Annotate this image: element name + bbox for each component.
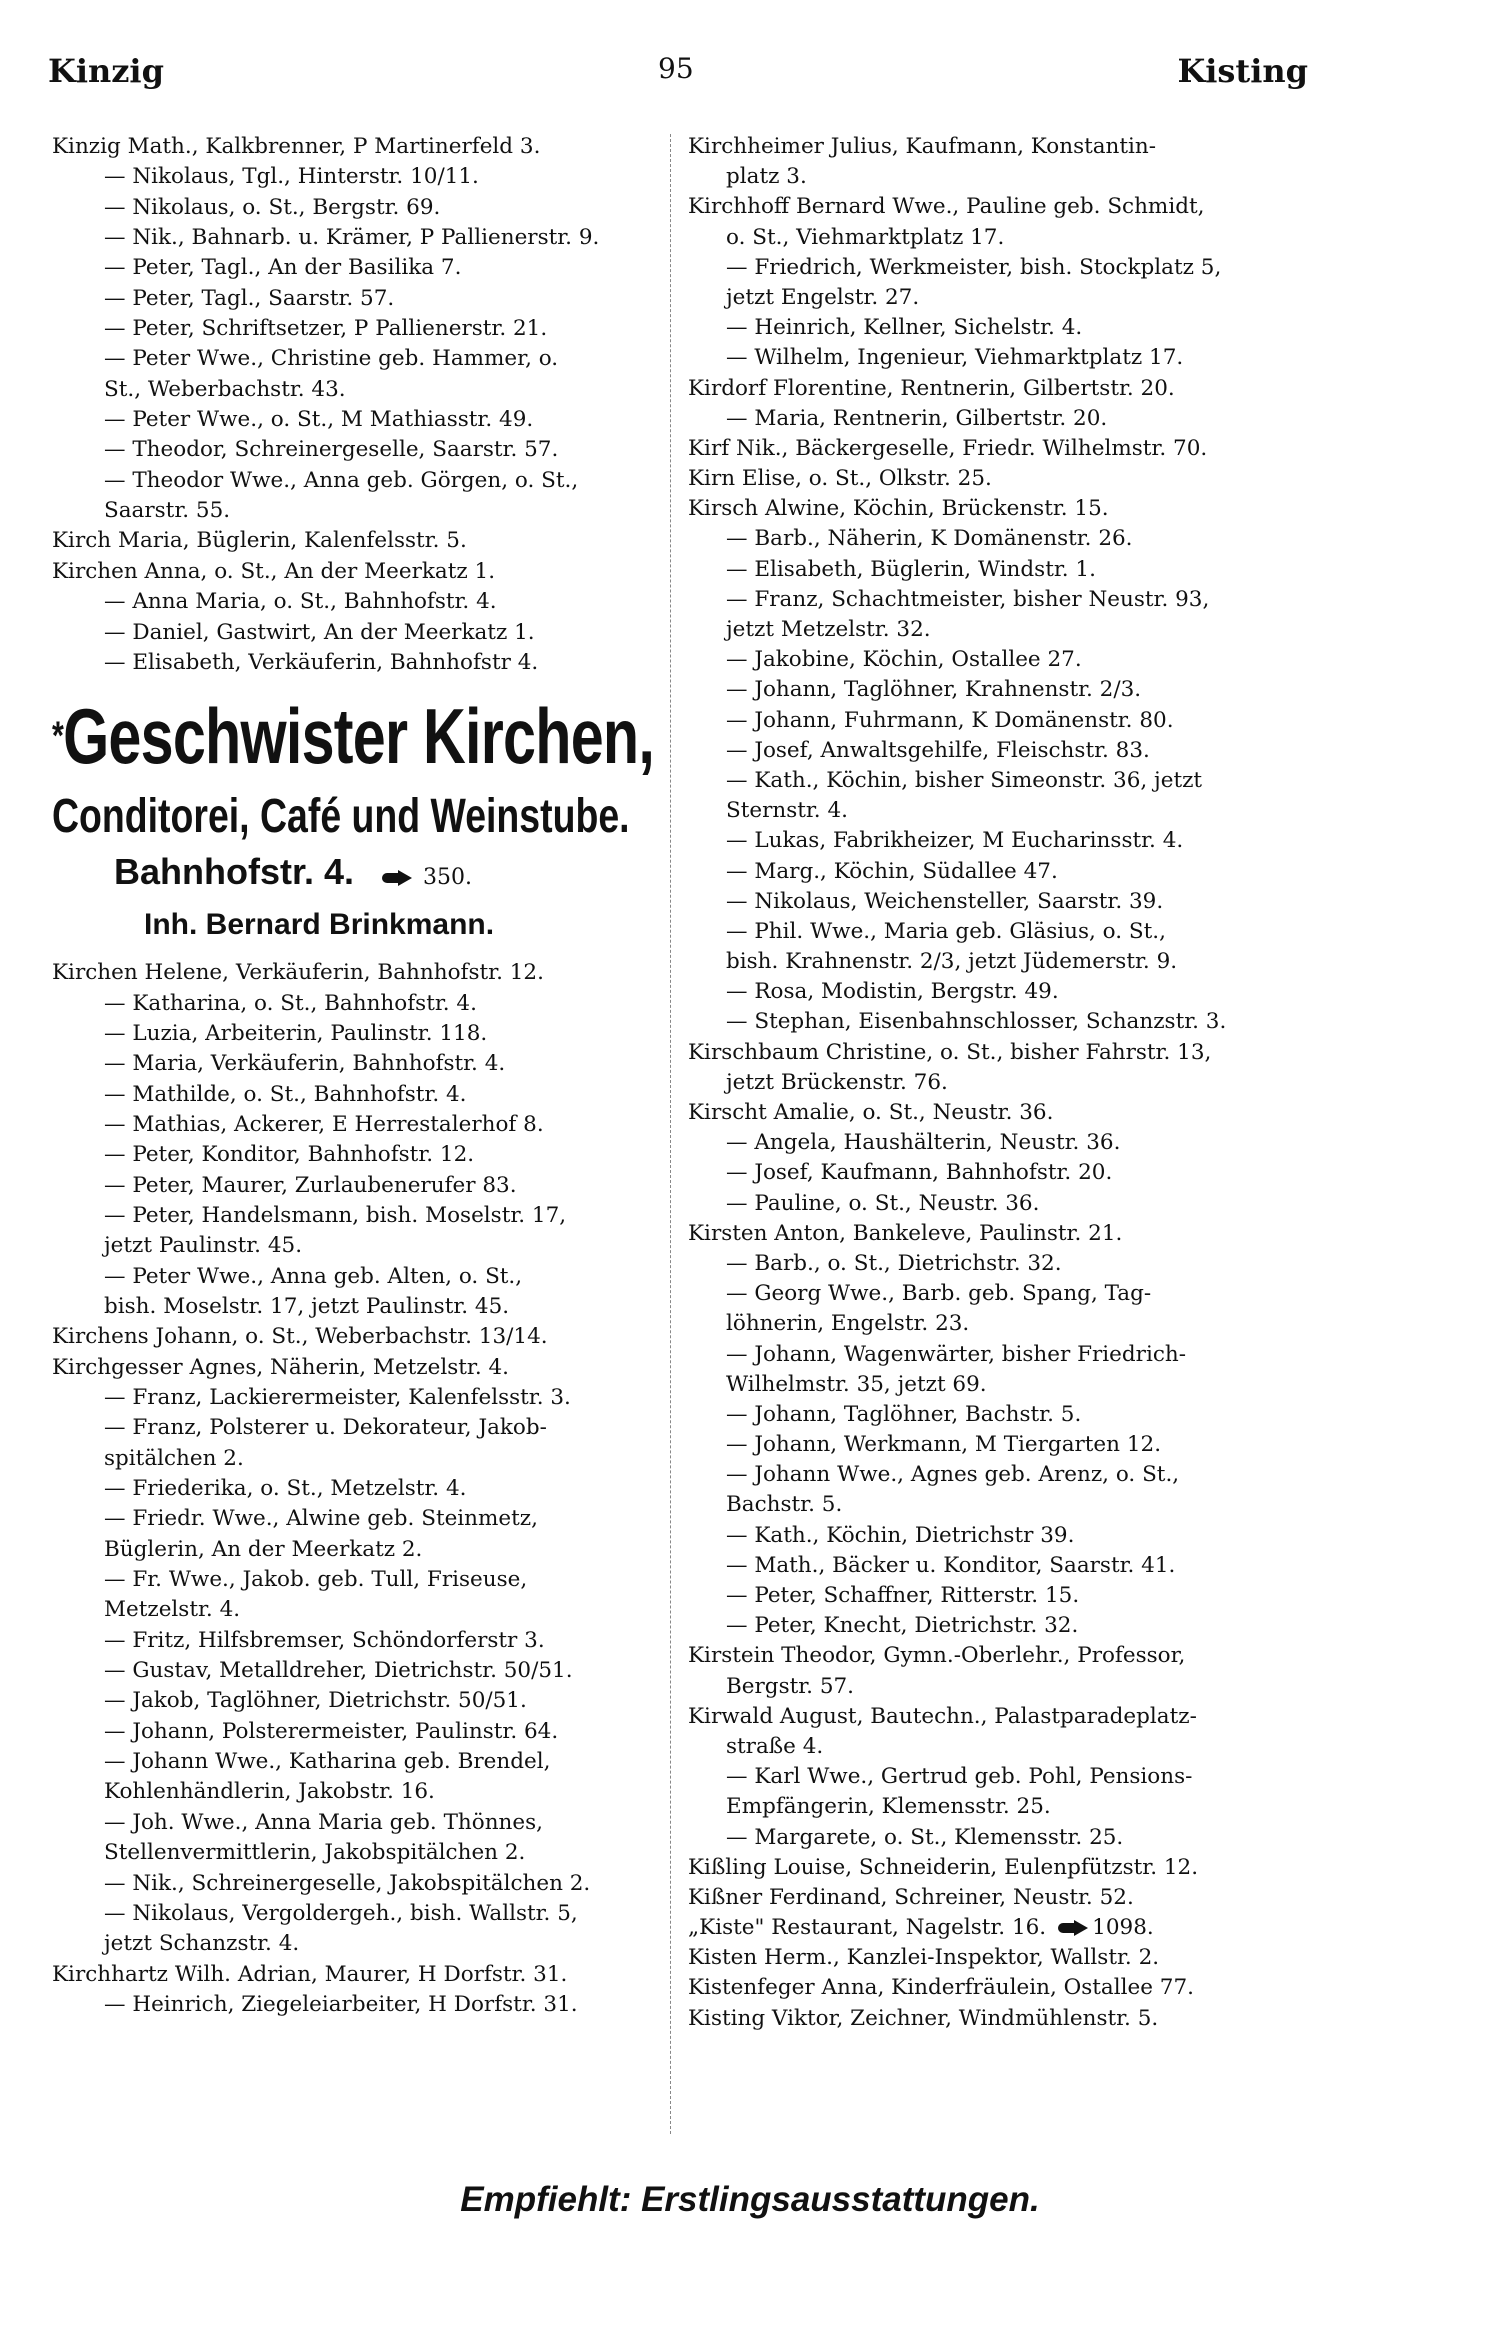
directory-entry <box>688 464 1308 494</box>
directory-entry <box>688 1913 1308 1943</box>
entry-text: Kirch Maria, Büglerin, Kalenfelsstr. 5. <box>52 528 467 554</box>
entry-text: — Elisabeth, Verkäuferin, Bahnhofstr 4. <box>104 649 539 675</box>
directory-entry <box>52 193 664 223</box>
directory-entry <box>52 1717 664 1747</box>
directory-entry <box>688 826 1308 856</box>
entry-text: Kisting Viktor, Zeichner, Windmühlenstr. 5. <box>688 2005 1159 2031</box>
directory-entry <box>688 162 1308 192</box>
directory-entry <box>52 1231 664 1261</box>
directory-entry <box>52 1201 664 1231</box>
directory-entry <box>52 284 664 314</box>
entry-text: Kirsch Alwine, Köchin, Brückenstr. 15. <box>688 496 1109 522</box>
directory-entry <box>688 1309 1308 1339</box>
directory-entry <box>52 1656 664 1686</box>
directory-entry <box>52 1262 664 1292</box>
entry-text: jetzt Metzelstr. 32. <box>726 617 931 642</box>
directory-entry <box>52 1535 664 1565</box>
directory-entry <box>688 1702 1308 1732</box>
footer-advertisement: Empfiehlt: Erstlingsausstattungen. <box>460 2180 1040 2219</box>
directory-entry <box>688 1128 1308 1158</box>
directory-entry <box>52 1777 664 1807</box>
directory-entry <box>688 977 1308 1007</box>
directory-entry <box>688 947 1308 977</box>
directory-entry <box>688 313 1308 343</box>
directory-entry <box>52 1595 664 1625</box>
directory-entry <box>688 1883 1308 1913</box>
entry-text: — Franz, Schachtmeister, bisher Neustr. 93, <box>726 586 1210 612</box>
entry-text: — Karl Wwe., Gertrud geb. Pohl, Pensions- <box>726 1764 1193 1790</box>
advertisement <box>52 686 664 948</box>
directory-entry <box>688 766 1308 796</box>
entry-text: Bergstr. 57. <box>726 1673 855 1699</box>
entry-text: — Friedr. Wwe., Alwine geb. Steinmetz, <box>104 1506 538 1532</box>
entry-text: — Angela, Haushälterin, Neustr. 36. <box>726 1130 1121 1156</box>
directory-entry <box>688 1279 1308 1309</box>
entry-text: Sternstr. 4. <box>726 798 848 824</box>
directory-entry <box>688 917 1308 947</box>
entry-text: — Johann Wwe., Agnes geb. Arenz, o. St., <box>726 1462 1180 1488</box>
directory-entry <box>688 1823 1308 1853</box>
directory-entry <box>52 587 664 617</box>
ad-address-text: Bahnhofstr. 4. <box>114 851 355 893</box>
entry-text: Stellenvermittlerin, Jakobspitälchen 2. <box>104 1840 526 1866</box>
directory-entry <box>688 1370 1308 1400</box>
entry-text: Kirchheimer Julius, Kaufmann, Konstantin- <box>688 134 1157 159</box>
entry-text: — Rosa, Modistin, Bergstr. 49. <box>726 979 1059 1005</box>
directory-entry <box>688 253 1308 283</box>
entry-text: — Heinrich, Kellner, Sichelstr. 4. <box>726 315 1083 341</box>
right-entries <box>688 132 1308 2034</box>
entry-text: Bachstr. 5. <box>726 1492 843 1518</box>
directory-entry <box>52 618 664 648</box>
entry-text: — Mathias, Ackerer, E Herrestalerhof 8. <box>104 1111 544 1137</box>
entry-text: — Johann, Taglöhner, Krahnenstr. 2/3. <box>726 677 1142 703</box>
entry-text: — Peter Wwe., Anna geb. Alten, o. St., <box>104 1263 523 1289</box>
entry-text: — Nikolaus, Vergoldergeh., bish. Wallstr. 5, <box>104 1900 578 1926</box>
directory-entry <box>688 1400 1308 1430</box>
entry-text: — Wilhelm, Ingenieur, Viehmarktplatz 17. <box>726 345 1184 371</box>
entry-text: — Theodor Wwe., Anna geb. Görgen, o. St., <box>104 467 579 493</box>
directory-entry <box>688 1007 1308 1037</box>
entry-text: Metzelstr. 4. <box>104 1597 241 1623</box>
directory-entry <box>688 494 1308 524</box>
directory-entry <box>688 1762 1308 1792</box>
entry-text: Kißner Ferdinand, Schreiner, Neustr. 52. <box>688 1884 1134 1910</box>
directory-entry <box>52 1322 664 1352</box>
entry-text: Kirschbaum Christine, o. St., bisher Fahrstr. 13, <box>688 1039 1212 1065</box>
page-header <box>48 52 1308 102</box>
directory-entry <box>52 1353 664 1383</box>
entry-text: — Daniel, Gastwirt, An der Meerkatz 1. <box>104 619 535 645</box>
directory-entry <box>52 1869 664 1899</box>
directory-entry <box>52 1565 664 1595</box>
telephone-icon <box>382 870 412 886</box>
entry-text: — Peter, Schaffner, Ritterstr. 15. <box>726 1583 1080 1608</box>
entry-text: — Johann, Taglöhner, Bachstr. 5. <box>726 1401 1082 1427</box>
entry-text: Kohlenhändlerin, Jakobstr. 16. <box>104 1779 435 1805</box>
entry-text: — Barb., Näherin, K Domänenstr. 26. <box>726 526 1133 552</box>
entry-text: — Peter, Tagl., Saarstr. 57. <box>104 285 395 311</box>
directory-entry <box>52 1292 664 1322</box>
right-column <box>688 132 1308 2034</box>
directory-entry <box>52 1626 664 1656</box>
entry-text: — Nikolaus, Tgl., Hinterstr. 10/11. <box>104 164 479 190</box>
directory-entry <box>688 555 1308 585</box>
entry-text: Kirchhartz Wilh. Adrian, Maurer, H Dorfstr. 31. <box>52 1961 568 1987</box>
entry-text: Kirchen Helene, Verkäuferin, Bahnhofstr. 12. <box>52 960 544 986</box>
entry-text: Kirchen Anna, o. St., An der Meerkatz 1. <box>52 558 496 584</box>
directory-entry <box>688 223 1308 253</box>
entry-text: — Kath., Köchin, Dietrichstr 39. <box>726 1522 1075 1548</box>
entry-text: löhnerin, Engelstr. 23. <box>726 1311 970 1337</box>
entry-text: — Katharina, o. St., Bahnhofstr. 4. <box>104 990 477 1016</box>
entry-text: Kirstein Theodor, Gymn.-Oberlehr., Professor, <box>688 1643 1186 1669</box>
directory-entry <box>688 404 1308 434</box>
directory-entry <box>52 1929 664 1959</box>
directory-entry <box>688 706 1308 736</box>
directory-entry <box>688 675 1308 705</box>
directory-entry <box>52 989 664 1019</box>
ad-title <box>52 686 666 786</box>
directory-entry <box>688 1973 1308 2003</box>
directory-entry <box>52 958 664 988</box>
entry-text: — Johann, Polsterermeister, Paulinstr. 64. <box>104 1718 559 1744</box>
entry-text: — Fritz, Hilfsbremser, Schöndorferstr 3. <box>104 1627 545 1653</box>
directory-entry <box>52 1747 664 1777</box>
directory-entry <box>688 1611 1308 1641</box>
directory-entry <box>52 1504 664 1534</box>
directory-entry <box>688 1189 1308 1219</box>
entry-text: Kirwald August, Bautechn., Palastparadeplatz- <box>688 1703 1197 1729</box>
entry-text: — Johann, Fuhrmann, K Domänenstr. 80. <box>726 707 1174 733</box>
directory-entry <box>52 1080 664 1110</box>
directory-entry <box>688 1460 1308 1490</box>
directory-entry <box>688 1792 1308 1822</box>
entry-text: — Lukas, Fabrikheizer, M Eucharinsstr. 4. <box>726 828 1184 854</box>
directory-entry <box>688 1581 1308 1611</box>
entries-after-ad <box>52 958 664 2020</box>
directory-entry <box>52 1444 664 1474</box>
directory-entry <box>688 1853 1308 1883</box>
entry-text: — Anna Maria, o. St., Bahnhofstr. 4. <box>104 589 497 615</box>
entry-text: — Jakob, Taglöhner, Dietrichstr. 50/51. <box>104 1688 527 1714</box>
entry-phone-number: 1098. <box>1092 1915 1154 1941</box>
entry-text: Kißling Louise, Schneiderin, Eulenpfützstr. 12. <box>688 1854 1199 1880</box>
ad-owner: Inh. Bernard Brinkmann. <box>144 908 495 942</box>
entry-text: — Barb., o. St., Dietrichstr. 32. <box>726 1250 1062 1276</box>
entry-text: — Fr. Wwe., Jakob. geb. Tull, Friseuse, <box>104 1567 528 1593</box>
directory-entry <box>688 1521 1308 1551</box>
entry-text: — Peter, Handelsmann, bish. Moselstr. 17, <box>104 1202 567 1228</box>
entry-text: — Peter Wwe., Christine geb. Hammer, o. <box>104 346 559 372</box>
entry-text: straße 4. <box>726 1733 824 1759</box>
directory-entry <box>52 344 664 374</box>
entry-text: Kirn Elise, o. St., Olkstr. 25. <box>688 466 992 492</box>
directory-entry <box>688 1249 1308 1279</box>
telephone-icon <box>1058 1920 1088 1936</box>
entries-before-ad <box>52 132 664 678</box>
entry-text: — Elisabeth, Büglerin, Windstr. 1. <box>726 556 1096 582</box>
entry-text: St., Weberbachstr. 43. <box>104 376 346 402</box>
directory-entry <box>688 736 1308 766</box>
directory-entry <box>688 374 1308 404</box>
entry-text: — Peter Wwe., o. St., M Mathiasstr. 49. <box>104 407 534 433</box>
directory-entry <box>52 648 664 678</box>
directory-entry <box>52 1960 664 1990</box>
directory-entry <box>52 1808 664 1838</box>
directory-entry <box>52 375 664 405</box>
entry-text: — Maria, Verkäuferin, Bahnhofstr. 4. <box>104 1051 506 1077</box>
entry-text: Kirchgesser Agnes, Näherin, Metzelstr. 4. <box>52 1354 510 1380</box>
entry-text: bish. Krahnenstr. 2/3, jetzt Jüdemerstr. 9. <box>726 949 1178 975</box>
directory-entry <box>52 162 664 192</box>
entry-text: Kinzig Math., Kalkbrenner, P Martinerfeld 3. <box>52 134 541 159</box>
entry-text: — Joh. Wwe., Anna Maria geb. Thönnes, <box>104 1809 543 1835</box>
entry-text: o. St., Viehmarktplatz 17. <box>726 224 1005 250</box>
directory-entry <box>688 1641 1308 1671</box>
entry-text: bish. Moselstr. 17, jetzt Paulinstr. 45. <box>104 1293 510 1319</box>
page-number: 95 <box>658 52 694 85</box>
entry-text: Wilhelmstr. 35, jetzt 69. <box>726 1371 987 1397</box>
entry-text: — Peter, Konditor, Bahnhofstr. 12. <box>104 1142 475 1168</box>
entry-text: — Stephan, Eisenbahnschlosser, Schanzstr. 3. <box>726 1009 1227 1035</box>
column-divider <box>670 134 671 2134</box>
ad-star: * <box>52 714 64 759</box>
ad-address <box>52 848 664 902</box>
directory-entry <box>52 557 664 587</box>
entry-text: Kistenfeger Anna, Kinderfräulein, Ostallee 77. <box>688 1975 1194 2001</box>
entry-text: Kirdorf Florentine, Rentnerin, Gilbertstr. 20. <box>688 375 1175 401</box>
directory-entry <box>52 466 664 496</box>
directory-entry <box>52 1990 664 2020</box>
entry-text: — Josef, Anwaltsgehilfe, Fleischstr. 83. <box>726 737 1150 763</box>
directory-entry <box>52 1413 664 1443</box>
entry-text: — Friedrich, Werkmeister, bish. Stockplatz 5, <box>726 254 1222 280</box>
entry-text: — Friederika, o. St., Metzelstr. 4. <box>104 1476 467 1502</box>
entry-text: — Johann, Wagenwärter, bisher Friedrich- <box>726 1341 1186 1367</box>
entry-text: — Peter, Knecht, Dietrichstr. 32. <box>726 1613 1079 1639</box>
ad-subtitle: Conditorei, Café und Weinstube. <box>52 790 630 844</box>
directory-entry <box>688 645 1308 675</box>
directory-entry <box>688 1672 1308 1702</box>
entry-text: — Gustav, Metalldreher, Dietrichstr. 50/51. <box>104 1658 573 1684</box>
entry-text: jetzt Brückenstr. 76. <box>726 1069 948 1095</box>
directory-entry <box>52 1899 664 1929</box>
directory-entry <box>688 1068 1308 1098</box>
entry-text: — Nikolaus, Weichensteller, Saarstr. 39. <box>726 888 1164 914</box>
directory-entry <box>52 132 664 162</box>
entry-text: — Georg Wwe., Barb. geb. Spang, Tag- <box>726 1281 1152 1307</box>
directory-entry <box>52 405 664 435</box>
entry-text: — Johann, Werkmann, M Tiergarten 12. <box>726 1432 1162 1458</box>
directory-entry <box>52 253 664 283</box>
entry-text: — Nikolaus, o. St., Bergstr. 69. <box>104 194 441 220</box>
directory-entry <box>688 1943 1308 1973</box>
entry-text: — Nik., Bahnarb. u. Krämer, P Pallienerstr. 9. <box>104 225 600 251</box>
directory-entry <box>52 1686 664 1716</box>
entry-text: — Nik., Schreinergeselle, Jakobspitälchen 2. <box>104 1870 591 1896</box>
directory-entry <box>688 615 1308 645</box>
directory-entry <box>688 1340 1308 1370</box>
header-last-name: Kisting <box>1177 52 1308 90</box>
directory-entry <box>688 585 1308 615</box>
directory-entry <box>52 1019 664 1049</box>
directory-entry <box>688 887 1308 917</box>
entry-text: — Theodor, Schreinergeselle, Saarstr. 57. <box>104 437 559 463</box>
entry-text: jetzt Paulinstr. 45. <box>104 1233 303 1259</box>
directory-entry <box>688 132 1308 162</box>
entry-text: Kisten Herm., Kanzlei-Inspektor, Wallstr. 2. <box>688 1945 1160 1971</box>
directory-entry <box>688 1158 1308 1188</box>
directory-entry <box>688 283 1308 313</box>
entry-text: — Heinrich, Ziegeleiarbeiter, H Dorfstr. 31. <box>104 1991 578 2017</box>
entry-text: jetzt Engelstr. 27. <box>726 284 920 310</box>
entry-text: — Peter, Tagl., An der Basilika 7. <box>104 255 462 281</box>
directory-entry <box>688 192 1308 222</box>
entry-text: „Kiste" Restaurant, Nagelstr. 16. <box>688 1915 1047 1941</box>
entry-text: spitälchen 2. <box>104 1445 244 1471</box>
entry-text: Kirf Nik., Bäckergeselle, Friedr. Wilhelmstr. 70. <box>688 435 1208 461</box>
entry-text: — Johann Wwe., Katharina geb. Brendel, <box>104 1749 551 1775</box>
entry-text: — Jakobine, Köchin, Ostallee 27. <box>726 647 1082 673</box>
directory-entry <box>688 796 1308 826</box>
directory-entry <box>688 1038 1308 1068</box>
directory-entry <box>688 1098 1308 1128</box>
directory-entry <box>688 1551 1308 1581</box>
directory-entry <box>52 1474 664 1504</box>
header-first-name: Kinzig <box>48 52 164 90</box>
entry-text: — Phil. Wwe., Maria geb. Gläsius, o. St., <box>726 918 1166 944</box>
left-column <box>52 132 664 2020</box>
entry-text: — Luzia, Arbeiterin, Paulinstr. 118. <box>104 1020 488 1046</box>
entry-text: Kirchhoff Bernard Wwe., Pauline geb. Schmidt, <box>688 194 1205 220</box>
directory-entry <box>688 1219 1308 1249</box>
directory-entry <box>52 1140 664 1170</box>
directory-entry <box>688 1732 1308 1762</box>
entry-text: — Kath., Köchin, bisher Simeonstr. 36, jetzt <box>726 767 1203 793</box>
ad-phone-number: 350. <box>423 865 473 891</box>
directory-entry <box>688 524 1308 554</box>
entry-text: — Peter, Maurer, Zurlaubenerufer 83. <box>104 1172 517 1198</box>
directory-entry <box>688 2004 1308 2034</box>
directory-entry <box>688 857 1308 887</box>
entry-text: Büglerin, An der Meerkatz 2. <box>104 1536 423 1562</box>
entry-text: — Franz, Lackierermeister, Kalenfelsstr. 3. <box>104 1385 571 1410</box>
entry-text: — Franz, Polsterer u. Dekorateur, Jakob- <box>104 1415 547 1441</box>
entry-text: — Josef, Kaufmann, Bahnhofstr. 20. <box>726 1160 1113 1186</box>
directory-entry <box>52 1171 664 1201</box>
directory-entry <box>52 1383 664 1413</box>
entry-text: — Maria, Rentnerin, Gilbertstr. 20. <box>726 405 1108 431</box>
entry-text: Saarstr. 55. <box>104 498 231 524</box>
directory-entry <box>52 223 664 253</box>
entry-text: — Pauline, o. St., Neustr. 36. <box>726 1190 1040 1216</box>
directory-entry <box>52 496 664 526</box>
entry-text: Kirscht Amalie, o. St., Neustr. 36. <box>688 1100 1054 1125</box>
directory-entry <box>52 526 664 556</box>
entry-text: — Math., Bäcker u. Konditor, Saarstr. 41. <box>726 1552 1176 1578</box>
directory-entry <box>52 314 664 344</box>
entry-text: Kirchens Johann, o. St., Weberbachstr. 13/14. <box>52 1324 548 1350</box>
ad-title-text: Geschwister Kirchen, <box>63 692 655 781</box>
directory-entry <box>688 1430 1308 1460</box>
entry-text: — Mathilde, o. St., Bahnhofstr. 4. <box>104 1081 467 1107</box>
entry-text: — Marg., Köchin, Südallee 47. <box>726 858 1058 884</box>
entry-text: — Margarete, o. St., Klemensstr. 25. <box>726 1824 1124 1850</box>
directory-entry <box>688 1490 1308 1520</box>
directory-entry <box>688 434 1308 464</box>
entry-text: Empfängerin, Klemensstr. 25. <box>726 1794 1051 1820</box>
directory-entry <box>52 435 664 465</box>
directory-entry <box>688 343 1308 373</box>
entry-text: platz 3. <box>726 164 807 190</box>
directory-entry <box>52 1838 664 1868</box>
entry-text: — Peter, Schriftsetzer, P Pallienerstr. 21. <box>104 316 548 342</box>
directory-entry <box>52 1110 664 1140</box>
entry-text: jetzt Schanzstr. 4. <box>104 1931 300 1957</box>
entry-text: Kirsten Anton, Bankeleve, Paulinstr. 21. <box>688 1220 1123 1246</box>
directory-entry <box>52 1049 664 1079</box>
